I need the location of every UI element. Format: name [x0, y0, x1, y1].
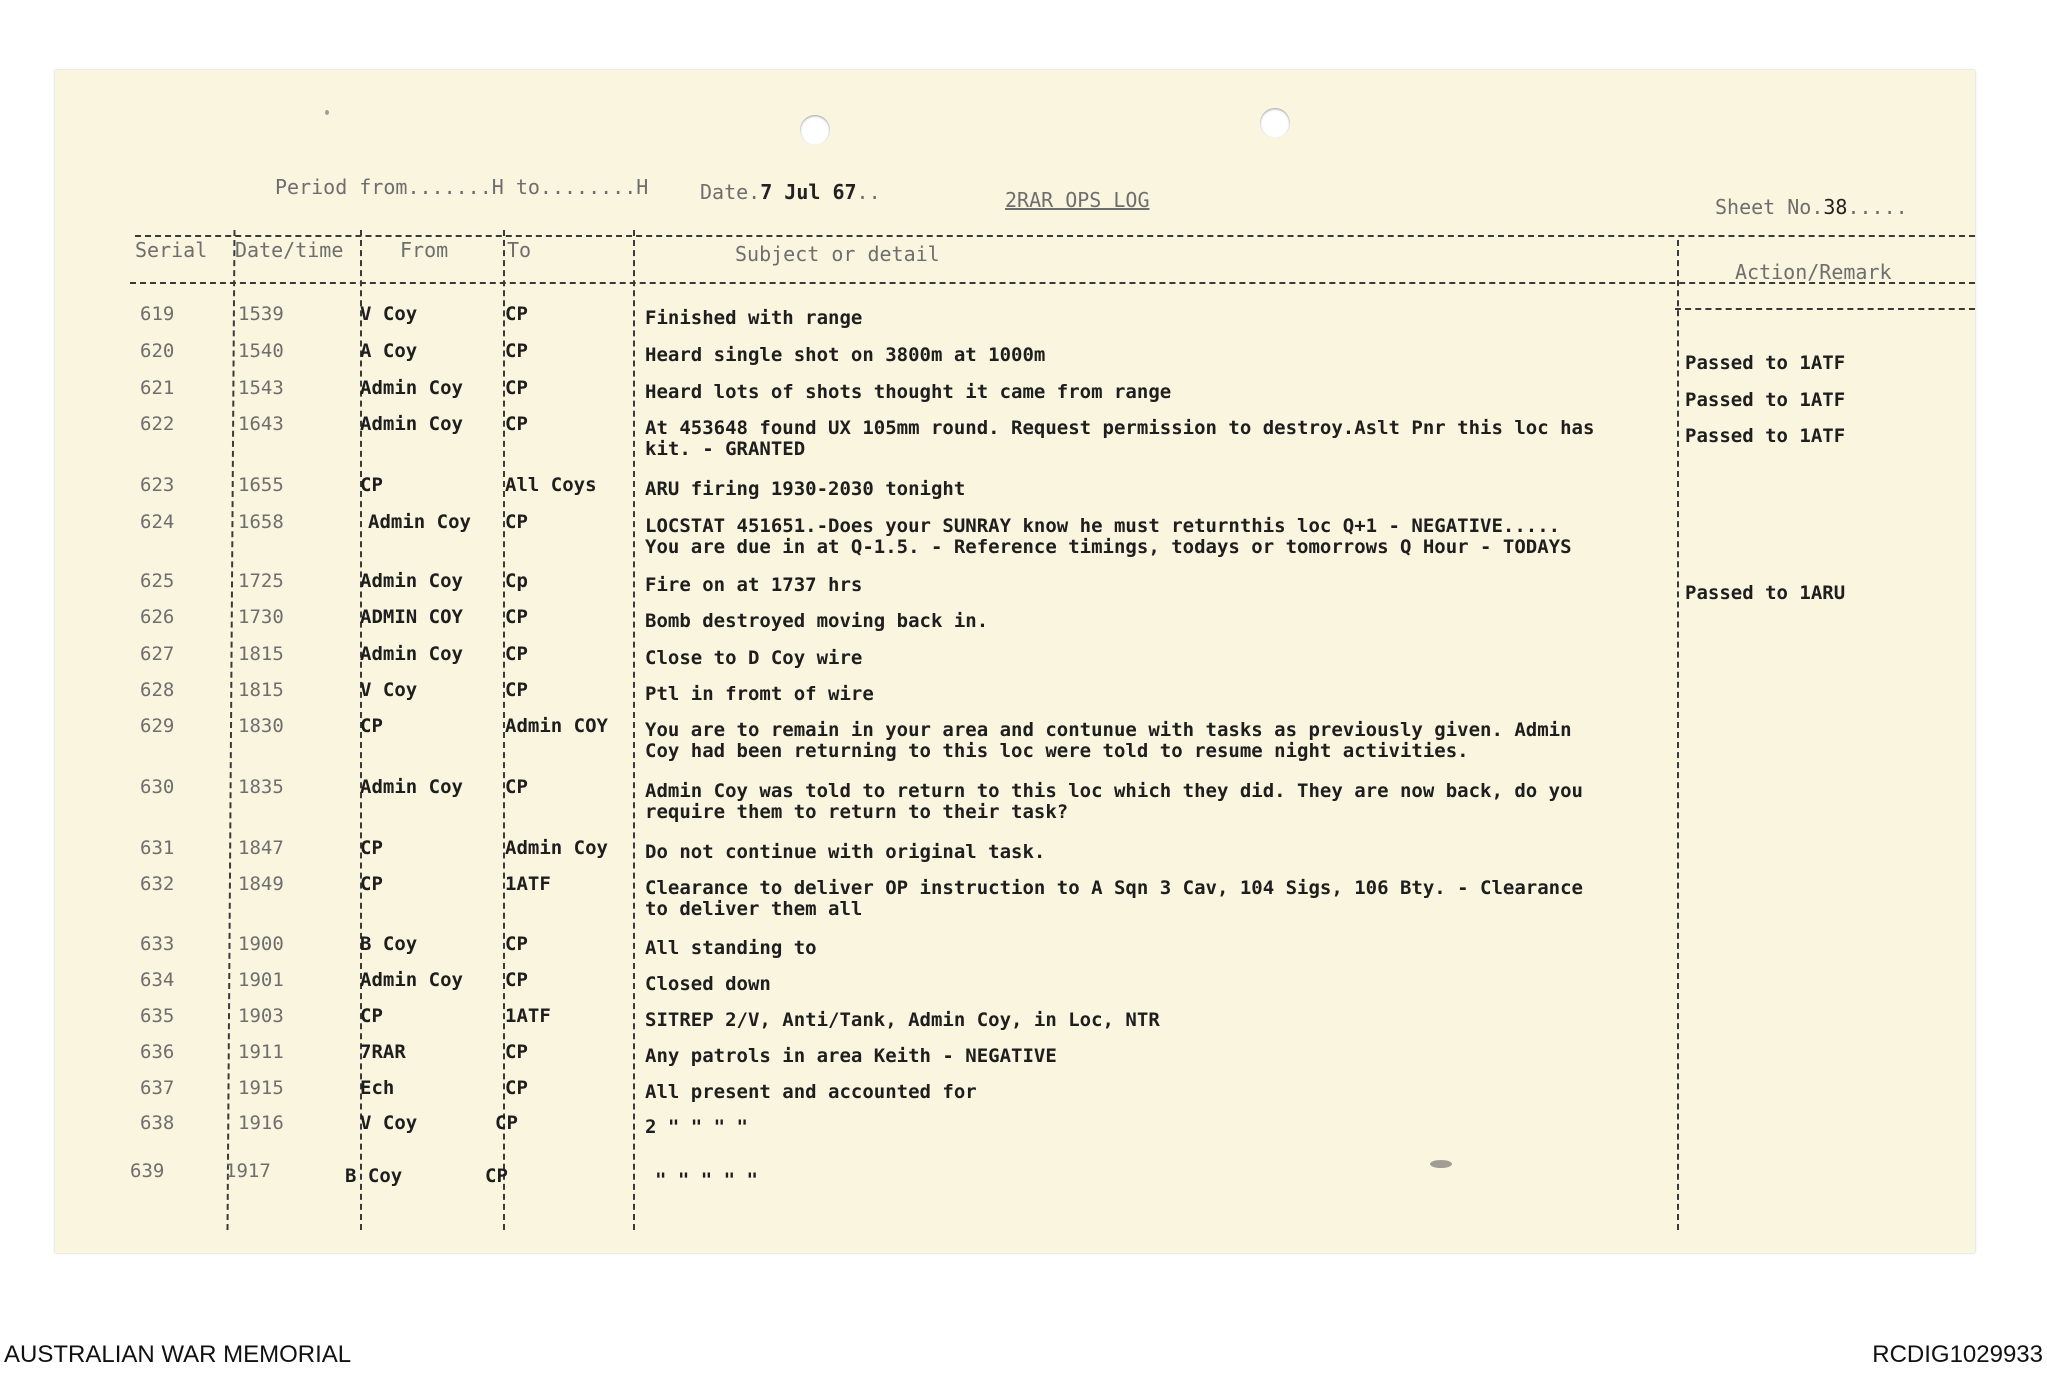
serial-cell: 620 [140, 340, 175, 362]
to-cell: CP [505, 303, 528, 325]
time-cell: 1830 [238, 715, 284, 737]
action-header-rule [1675, 308, 1975, 310]
detail-line: SITREP 2/V, Anti/Tank, Admin Coy, in Loc, NTR [645, 1009, 1160, 1031]
punch-hole [800, 115, 830, 145]
detail-line: LOCSTAT 451651.-Does your SUNRAY know he must returnthis loc Q+1 - NEGATIVE..... [645, 515, 1561, 537]
time-cell: 1847 [238, 837, 284, 859]
detail-line: Any patrols in area Keith - NEGATIVE [645, 1045, 1057, 1067]
to-cell: CP [505, 1041, 528, 1063]
detail-line: " " " " " [655, 1169, 758, 1191]
to-cell: Cp [505, 570, 528, 592]
time-cell: 1849 [238, 873, 284, 895]
detail-line: Admin Coy was told to return to this loc which they did. They are now back, do you [645, 780, 1583, 802]
col-header-to: To [507, 238, 532, 262]
serial-cell: 638 [140, 1112, 175, 1134]
time-cell: 1915 [238, 1077, 284, 1099]
to-cell: All Coys [505, 474, 597, 496]
detail-line: All present and accounted for [645, 1081, 977, 1103]
detail-line: Clearance to deliver OP instruction to A Sqn 3 Cav, 104 Sigs, 106 Bty. - Clearance [645, 877, 1583, 899]
to-cell: CP [505, 643, 528, 665]
record-id: RCDIG1029933 [1872, 1341, 2043, 1368]
detail-line: Closed down [645, 973, 771, 995]
serial-cell: 625 [140, 570, 175, 592]
col-header-from: From [400, 238, 449, 262]
from-cell: CP [360, 873, 383, 895]
detail-line: ARU firing 1930-2030 tonight [645, 478, 966, 500]
serial-cell: 622 [140, 413, 175, 435]
serial-cell: 623 [140, 474, 175, 496]
col-header-serial: Serial [135, 238, 208, 262]
to-cell: CP [505, 413, 528, 435]
action-cell: Passed to 1ATF [1685, 389, 1846, 411]
time-cell: 1900 [238, 933, 284, 955]
col-divider [633, 230, 635, 1230]
detail-line: All standing to [645, 937, 817, 959]
to-cell: 1ATF [505, 873, 551, 895]
action-cell: Passed to 1ATF [1685, 425, 1846, 447]
log-sheet [55, 70, 1975, 1253]
detail-line: Bomb destroyed moving back in. [645, 610, 989, 632]
time-cell: 1901 [238, 969, 284, 991]
col-divider [227, 230, 236, 1230]
action-cell: Passed to 1ATF [1685, 352, 1846, 374]
serial-cell: 635 [140, 1005, 175, 1027]
period-field: Period from.......H to........H [275, 175, 649, 199]
serial-cell: 624 [140, 511, 175, 533]
to-cell: CP [495, 1112, 518, 1134]
from-cell: Admin Coy [360, 643, 463, 665]
to-cell: CP [505, 606, 528, 628]
to-cell: CP [505, 776, 528, 798]
to-cell: CP [505, 933, 528, 955]
ink-smudge [1430, 1160, 1452, 1168]
header-top-rule [135, 235, 1975, 237]
to-cell: CP [505, 969, 528, 991]
serial-cell: 628 [140, 679, 175, 701]
time-cell: 1543 [238, 377, 284, 399]
time-cell: 1916 [238, 1112, 284, 1134]
detail-line: Finished with range [645, 307, 863, 329]
col-divider [1677, 240, 1679, 1230]
serial-cell: 634 [140, 969, 175, 991]
time-cell: 1658 [238, 511, 284, 533]
from-cell: B Coy [360, 933, 418, 955]
from-cell: CP [360, 1005, 383, 1027]
from-cell: Ech [360, 1077, 395, 1099]
time-cell: 1835 [238, 776, 284, 798]
serial-cell: 630 [140, 776, 175, 798]
detail-line: You are due in at Q-1.5. - Reference timings, todays or tomorrows Q Hour - TODAYS [645, 536, 1572, 558]
serial-cell: 633 [140, 933, 175, 955]
time-cell: 1911 [238, 1041, 284, 1063]
serial-cell: 636 [140, 1041, 175, 1063]
serial-cell: 632 [140, 873, 175, 895]
detail-line: At 453648 found UX 105mm round. Request permission to destroy.Aslt Pnr this loc has [645, 417, 1595, 439]
detail-line: require them to return to their task? [645, 801, 1069, 823]
serial-cell: 639 [130, 1160, 165, 1182]
from-cell: V Coy [360, 1112, 418, 1134]
from-cell: ADMIN COY [360, 606, 463, 628]
punch-hole [1260, 108, 1290, 138]
log-title: 2RAR OPS LOG [1005, 188, 1150, 212]
ink-smudge [325, 110, 329, 115]
col-header-subject: Subject or detail [735, 242, 940, 266]
detail-line: kit. - GRANTED [645, 438, 806, 460]
time-cell: 1540 [238, 340, 284, 362]
detail-line: Close to D Coy wire [645, 647, 863, 669]
date-label: Date.7 Jul 67.. [700, 180, 881, 204]
time-cell: 1725 [238, 570, 284, 592]
time-cell: 1655 [238, 474, 284, 496]
to-cell: CP [505, 679, 528, 701]
action-cell: Passed to 1ARU [1685, 582, 1846, 604]
from-cell: V Coy [360, 303, 418, 325]
detail-line: Heard single shot on 3800m at 1000m [645, 344, 1046, 366]
to-cell: CP [505, 1077, 528, 1099]
from-cell: Admin Coy [360, 570, 463, 592]
from-cell: A Coy [360, 340, 418, 362]
time-cell: 1539 [238, 303, 284, 325]
from-cell: Admin Coy [360, 377, 463, 399]
to-cell: 1ATF [505, 1005, 551, 1027]
detail-line: Coy had been returning to this loc were told to resume night activities. [645, 740, 1469, 762]
from-cell: Admin Coy [360, 413, 463, 435]
time-cell: 1815 [238, 679, 284, 701]
to-cell: Admin COY [505, 715, 608, 737]
from-cell: Admin Coy [368, 511, 471, 533]
to-cell: CP [485, 1165, 508, 1187]
time-cell: 1643 [238, 413, 284, 435]
from-cell: CP [360, 474, 383, 496]
time-cell: 1917 [225, 1160, 271, 1182]
sheet-value: 38 [1823, 195, 1848, 219]
from-cell: B Coy [345, 1165, 403, 1187]
detail-line: Heard lots of shots thought it came from range [645, 381, 1172, 403]
detail-line: You are to remain in your area and contunue with tasks as previously given. Admin [645, 719, 1572, 741]
archive-credit: AUSTRALIAN WAR MEMORIAL [4, 1341, 352, 1368]
from-cell: 7RAR [360, 1041, 406, 1063]
col-header-action: Action/Remark [1735, 260, 1892, 284]
serial-cell: 621 [140, 377, 175, 399]
time-cell: 1730 [238, 606, 284, 628]
col-header-datetime: Date/time [235, 238, 344, 262]
serial-cell: 619 [140, 303, 175, 325]
serial-cell: 637 [140, 1077, 175, 1099]
detail-line: Ptl in fromt of wire [645, 683, 874, 705]
from-cell: CP [360, 715, 383, 737]
detail-line: 2 " " " " [645, 1116, 748, 1138]
from-cell: Admin Coy [360, 969, 463, 991]
to-cell: CP [505, 377, 528, 399]
sheet-number: Sheet No.38..... [1715, 195, 1908, 219]
serial-cell: 629 [140, 715, 175, 737]
time-cell: 1815 [238, 643, 284, 665]
from-cell: Admin Coy [360, 776, 463, 798]
header-bottom-rule [130, 282, 1975, 284]
detail-line: Fire on at 1737 hrs [645, 574, 863, 596]
serial-cell: 626 [140, 606, 175, 628]
from-cell: V Coy [360, 679, 418, 701]
to-cell: Admin Coy [505, 837, 608, 859]
serial-cell: 627 [140, 643, 175, 665]
detail-line: to deliver them all [645, 898, 863, 920]
date-value: 7 Jul 67 [760, 180, 857, 204]
from-cell: CP [360, 837, 383, 859]
detail-line: Do not continue with original task. [645, 841, 1046, 863]
to-cell: CP [505, 511, 528, 533]
serial-cell: 631 [140, 837, 175, 859]
to-cell: CP [505, 340, 528, 362]
time-cell: 1903 [238, 1005, 284, 1027]
